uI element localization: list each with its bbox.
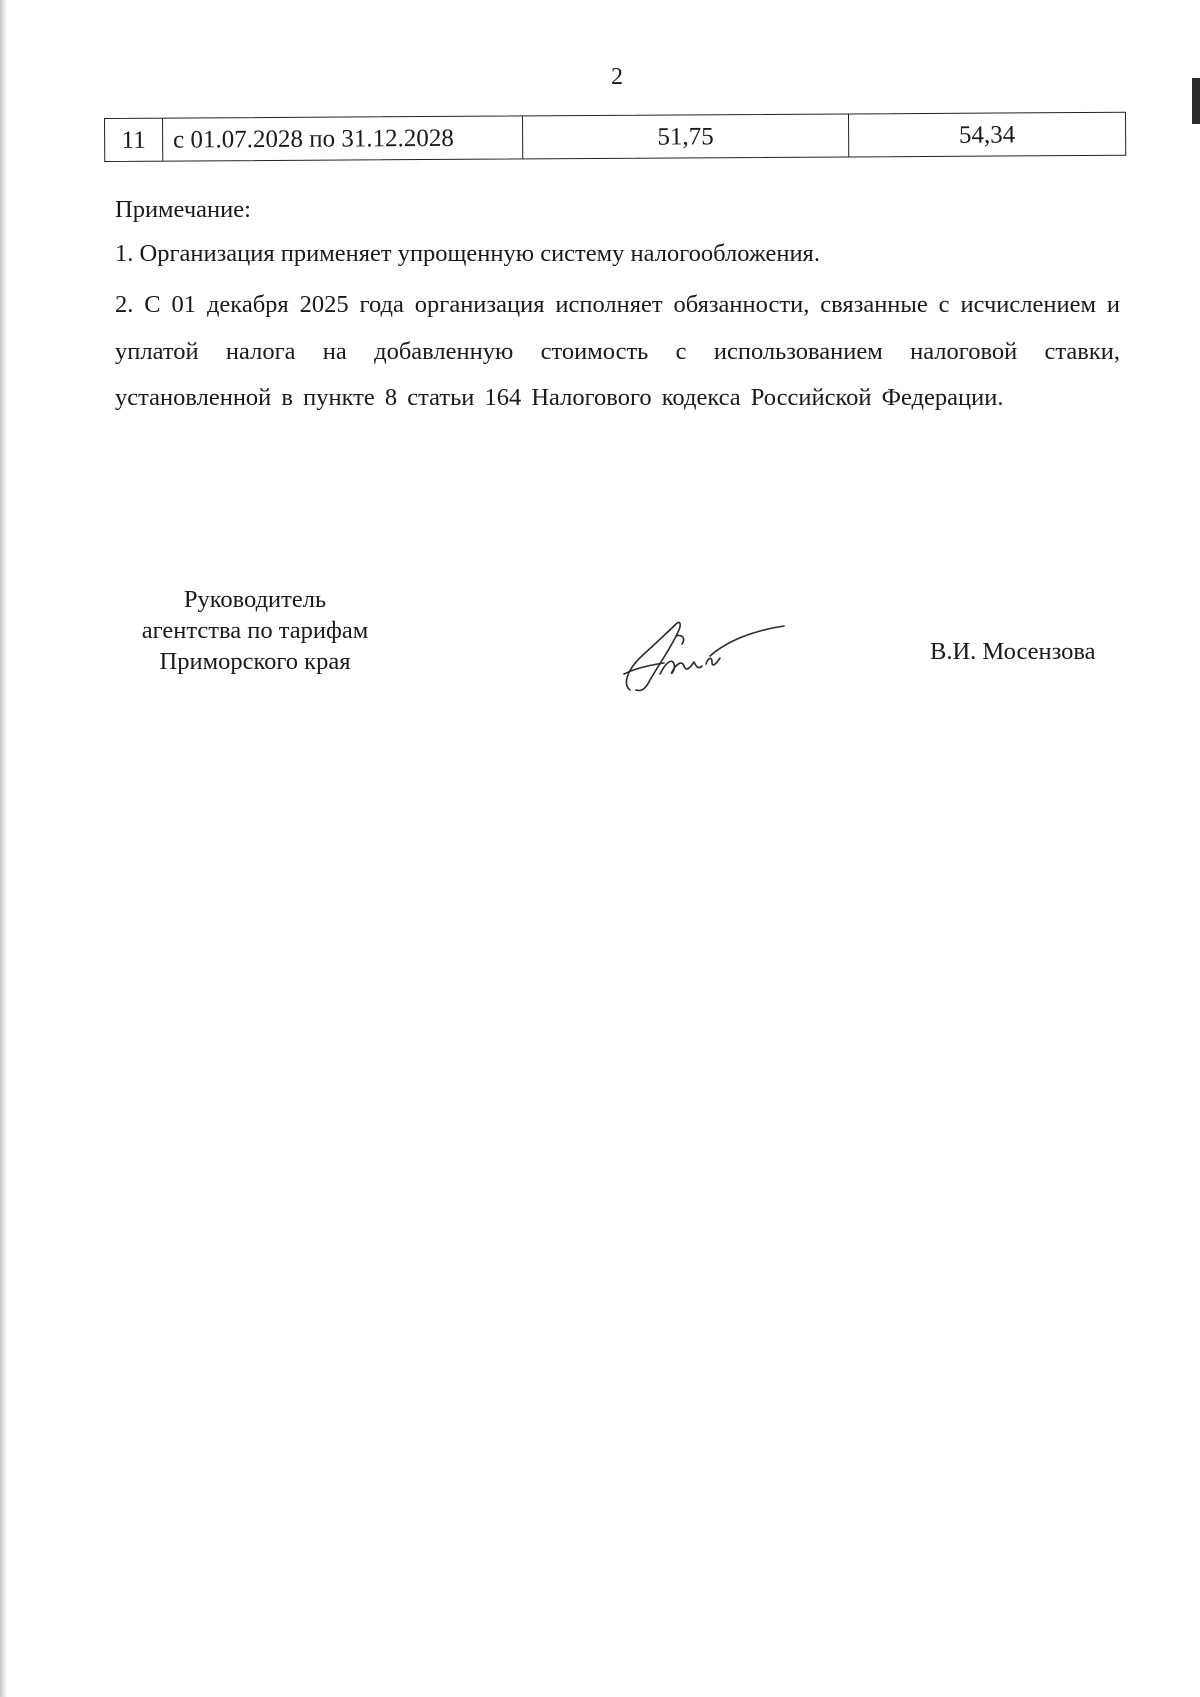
signatory-name: В.И. Мосензова bbox=[930, 638, 1096, 665]
signatory-position bbox=[110, 584, 400, 677]
handwritten-signature-icon bbox=[616, 618, 786, 698]
position-line-3: Приморского края bbox=[159, 648, 351, 675]
position-line-2: агентства по тарифам bbox=[141, 617, 369, 644]
tariff-value-1-cell: 51,75 bbox=[523, 114, 849, 158]
page-number: 2 bbox=[611, 64, 623, 90]
position-line-1: Руководитель bbox=[183, 586, 327, 613]
note-item-1: 1. Организация применяет упрощенную систему налогообложения. bbox=[115, 240, 820, 267]
tariff-value-2-cell: 54,34 bbox=[958, 121, 1016, 149]
note-item-2: 2. С 01 декабря 2025 года организация исполняет обязанности, связанные с исчислением и уплатой налога на добавленную стоимость с использованием налоговой ставки, установленной в пункте 8 статьи 164 Налогового кодекса Российской Федерации. bbox=[115, 291, 1120, 411]
tariff-table bbox=[104, 112, 1126, 162]
scan-left-edge bbox=[0, 0, 7, 1697]
row-number-cell: 11 bbox=[105, 119, 163, 161]
period-cell: с 01.07.2028 по 31.12.2028 bbox=[163, 116, 523, 160]
note-heading: Примечание: bbox=[115, 196, 251, 223]
table-row bbox=[104, 112, 1126, 162]
